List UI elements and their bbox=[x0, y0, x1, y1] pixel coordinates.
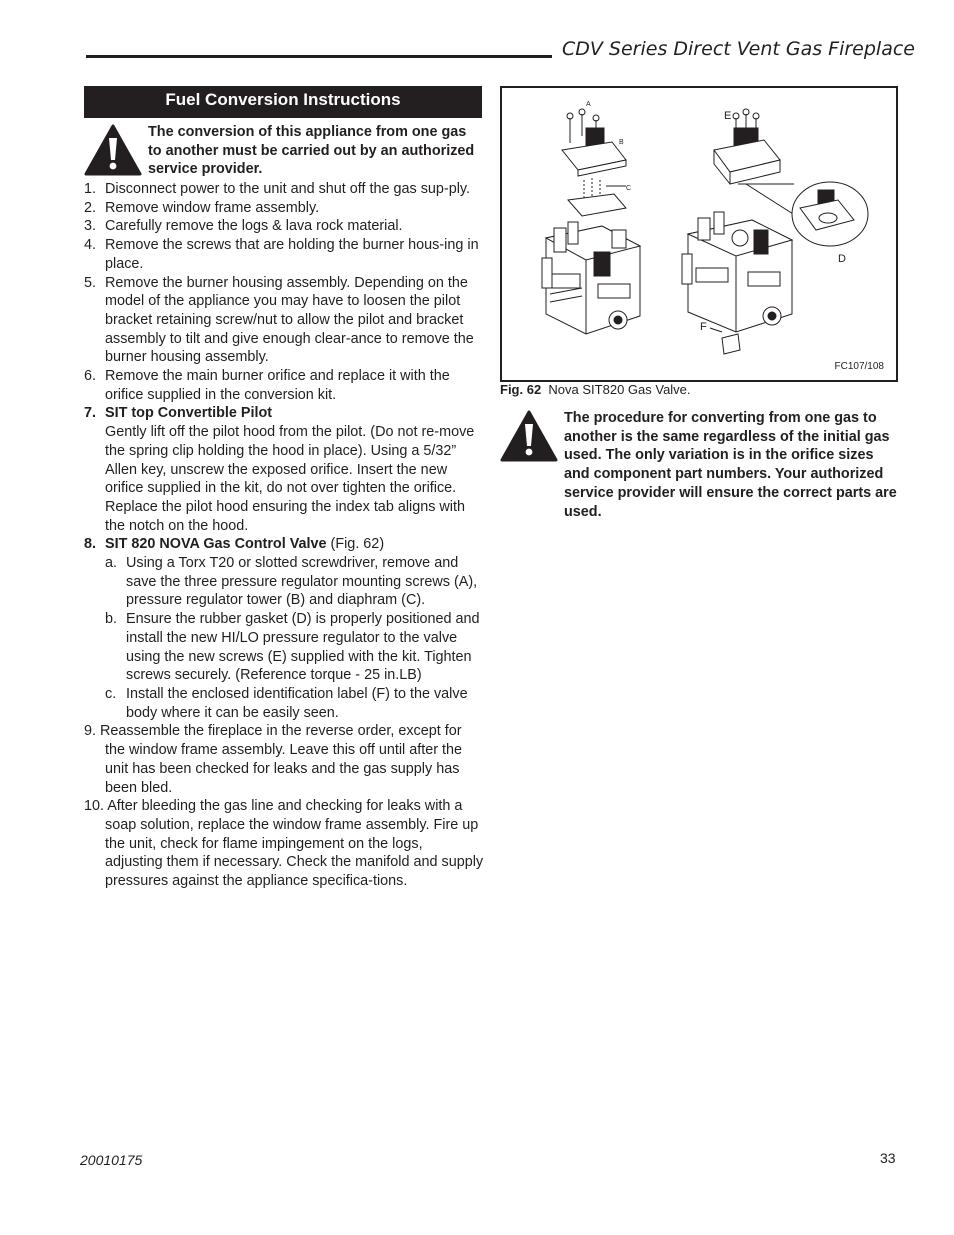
label-c: C bbox=[626, 185, 632, 192]
warning-icon bbox=[84, 124, 142, 176]
document-number: 20010175 bbox=[80, 1152, 143, 1168]
figure-code: FC107/108 bbox=[834, 361, 884, 372]
step-5 bbox=[84, 274, 484, 368]
step-number: 8. bbox=[84, 536, 97, 553]
page-number: 33 bbox=[880, 1150, 896, 1166]
label-d: D bbox=[838, 253, 846, 265]
instructions-list bbox=[84, 180, 484, 891]
section-title: Fuel Conversion Instructions bbox=[84, 86, 482, 118]
step-2 bbox=[84, 199, 484, 218]
step-text: Carefully remove the logs & lava rock material. bbox=[105, 218, 403, 235]
figure-caption-text: Nova SIT820 Gas Valve. bbox=[548, 382, 691, 397]
figure-number: Fig. 62 bbox=[500, 382, 542, 397]
step-8-title: SIT 820 NOVA Gas Control Valve bbox=[105, 536, 327, 553]
gas-valve-illustration bbox=[502, 88, 896, 380]
step-number: 4. bbox=[84, 237, 97, 254]
step-7 bbox=[84, 404, 484, 535]
step-number: 3. bbox=[84, 218, 97, 235]
step-text: Remove the screws that are holding the burner hous-ing in place. bbox=[105, 237, 479, 272]
label-a: A bbox=[586, 101, 591, 108]
label-f: F bbox=[700, 321, 707, 333]
sub-text: Ensure the rubber gasket (D) is properly positioned and install the new HI/LO pressure regulator to the valve using the new screws (E) supplied with the kit. Tighten screws securely. (Reference torque - 25 in.LB) bbox=[126, 611, 480, 684]
step-text: Disconnect power to the unit and shut off the gas sup-ply. bbox=[105, 181, 471, 197]
step-number: 5. bbox=[84, 274, 97, 291]
label-b: B bbox=[619, 139, 624, 146]
step-number: 7. bbox=[84, 405, 97, 422]
sub-text: Install the enclosed identification label (F) to the valve body where it can be easily seen. bbox=[126, 685, 468, 721]
step-7-text: Gently lift off the pilot hood from the pilot. (Do not re-move the spring clip holding the hood in place). Using a 5/32” Allen key, unscrew the exposed orifice. Insert the new orifice supplied in the kit, do not over tighten the orifice. Replace the pilot hood ensuring the index tab aligns with the notch on the hood. bbox=[105, 424, 475, 534]
step-8b bbox=[84, 610, 484, 685]
sub-number: b. bbox=[105, 611, 118, 628]
page-header-title: CDV Series Direct Vent Gas Fireplace bbox=[562, 38, 915, 60]
step-6 bbox=[84, 367, 484, 404]
warning-icon bbox=[500, 410, 558, 462]
step-10: 10. After bleeding the gas line and checking for leaks with a soap solution, replace the window frame assembly. Fire up the unit, check for flame impingement on the logs, adjusting them if necessary. Check the manifold and supply pressures against the appliance specifica-tions. bbox=[84, 798, 484, 890]
step-8-fig-ref: (Fig. 62) bbox=[326, 536, 385, 553]
step-8 bbox=[84, 535, 484, 554]
step-text: Remove the burner housing assembly. Depending on the model of the appliance you may have to loosen the pilot bracket retaining screw/nut to allow the pilot and bracket assembly to tilt and give enough clear-ance to remove the burner housing assembly. bbox=[105, 274, 474, 366]
step-text: Remove the main burner orifice and replace it with the orifice supplied in the conversion kit. bbox=[105, 368, 450, 403]
figure-caption bbox=[500, 382, 691, 397]
step-4 bbox=[84, 236, 484, 273]
step-8a bbox=[84, 554, 484, 610]
header-rule bbox=[86, 55, 552, 58]
sub-text: Using a Torx T20 or slotted screwdriver, remove and save the three pressure regulator mounting screws (A), pressure regulator tower (B) and diaphram (C). bbox=[126, 555, 478, 609]
step-number: 1. bbox=[84, 181, 97, 197]
warning-procedure-text: The procedure for converting from one gas to another is the same regardless of the initial gas used. The only variation is in the orifice sizes and component part numbers. Your authorized service provider will ensure the correct parts are used. bbox=[564, 410, 897, 520]
figure-62 bbox=[500, 86, 898, 382]
sub-number: a. bbox=[105, 555, 118, 572]
step-9: 9. Reassemble the fireplace in the reverse order, except for the window frame assembly. Leave this off until after the unit has been checked for leaks and the gas supply has been bled. bbox=[84, 723, 463, 796]
step-7-title: SIT top Convertible Pilot bbox=[105, 405, 273, 422]
label-e: E bbox=[724, 110, 732, 122]
sub-number: c. bbox=[105, 685, 117, 702]
step-3 bbox=[84, 217, 484, 236]
warning-conversion-text: The conversion of this appliance from one gas to another must be carried out by an authorized service provider. bbox=[148, 124, 475, 178]
step-text: Remove window frame assembly. bbox=[105, 199, 320, 216]
step-1 bbox=[84, 180, 484, 199]
step-8c bbox=[84, 685, 484, 722]
step-number: 2. bbox=[84, 199, 97, 216]
steps-1-6 bbox=[84, 180, 484, 404]
step-number: 6. bbox=[84, 368, 97, 385]
